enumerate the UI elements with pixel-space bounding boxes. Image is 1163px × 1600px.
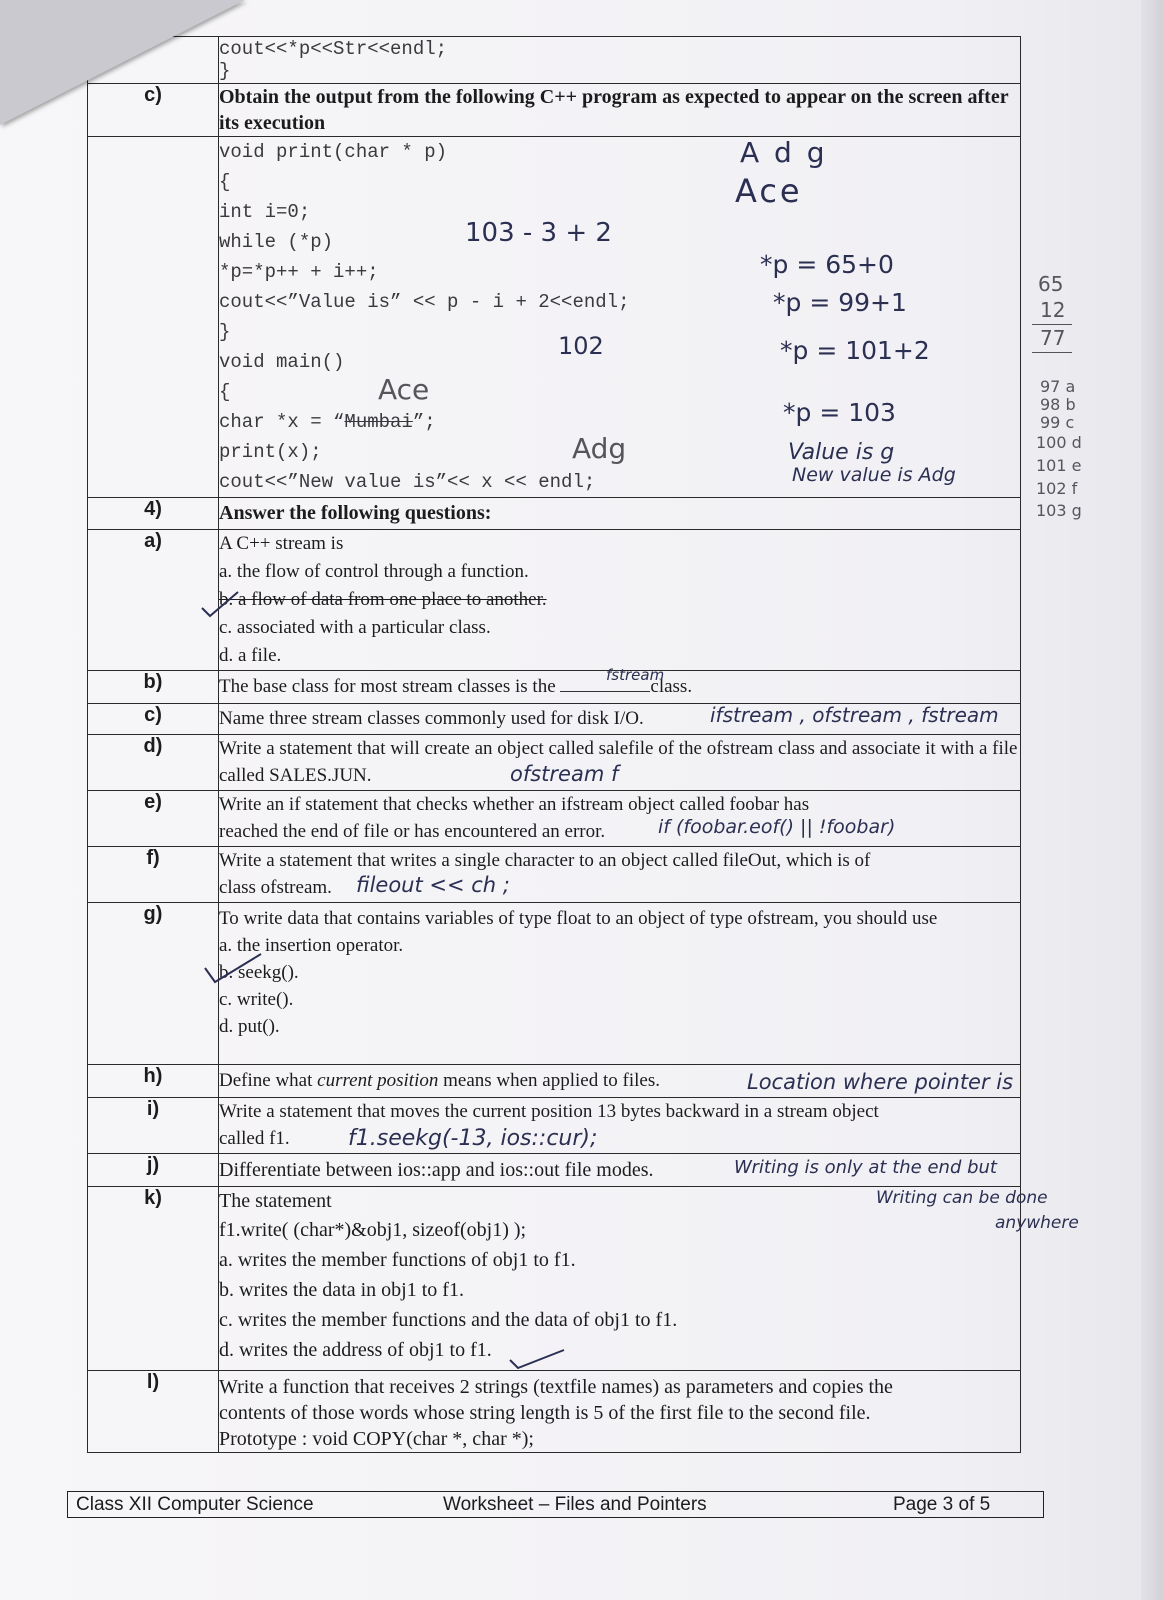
row-label: d) xyxy=(88,735,219,791)
row-label: l) xyxy=(88,1371,219,1453)
table-row xyxy=(88,671,1021,704)
row-label: e) xyxy=(88,791,219,847)
handwritten-note: 12 xyxy=(1040,298,1066,322)
question-text: Write a statement that moves the current position 13 bytes backward in a stream object xyxy=(219,1101,879,1122)
row-label: c) xyxy=(88,84,219,137)
handwritten-note: *p = 65+0 xyxy=(760,250,894,279)
handwritten-note: 103 - 3 + 2 xyxy=(465,218,612,248)
question-text: Answer the following questions: xyxy=(219,502,492,524)
handwritten-answer: ifstream , ofstream , fstream xyxy=(710,703,999,727)
handwritten-answer: Writing can be done xyxy=(876,1188,1048,1208)
sum-line xyxy=(1032,352,1072,353)
question-text: Write an if statement that checks whether an ifstream object called foobar has xyxy=(219,794,810,815)
row-label: c) xyxy=(88,704,219,735)
row-label: a) xyxy=(88,530,219,671)
check-mark-icon xyxy=(203,950,263,986)
option: d. writes the address of obj1 to f1. xyxy=(219,1339,492,1361)
option: b. writes the data in obj1 to f1. xyxy=(219,1279,464,1301)
question-text: Name three stream classes commonly used for disk I/O. xyxy=(219,708,644,729)
code-line: print(x); xyxy=(219,441,322,463)
table-row xyxy=(88,498,1021,530)
page-footer xyxy=(67,1491,1044,1518)
handwritten-note: 102 xyxy=(558,332,604,360)
option: a. writes the member functions of obj1 to f1. xyxy=(219,1249,576,1271)
code-line: cout<<”Value is” << p - i + 2<<endl; xyxy=(219,291,630,313)
handwritten-note: 100 d xyxy=(1036,433,1082,452)
option: c. writes the member functions and the data of obj1 to f1. xyxy=(219,1309,678,1331)
row-label: b) xyxy=(88,671,219,704)
footer-class: Class XII Computer Science xyxy=(76,1494,314,1515)
option: f1.write( (char*)&obj1, sizeof(obj1) ); xyxy=(219,1219,527,1241)
handwritten-note: 98 b xyxy=(1040,395,1076,414)
question-text: Write a statement that will create an object called salefile of the ofstream class and associate it with a file called SALES.JUN. xyxy=(219,738,1018,786)
question-text: class ofstream. xyxy=(219,877,332,898)
handwritten-note: *p = 101+2 xyxy=(780,336,930,365)
code-line: } xyxy=(219,60,231,82)
code-line: { xyxy=(219,171,231,193)
question-text: contents of those words whose string length is 5 of the first file to the second file. xyxy=(219,1402,871,1424)
option: b. seekg(). xyxy=(219,962,299,983)
option: b. a flow of data from one place to another. xyxy=(219,589,547,610)
question-text: Prototype : void COPY(char *, char *); xyxy=(219,1428,534,1450)
question-text: A C++ stream is xyxy=(219,533,344,554)
handwritten-note: 65 xyxy=(1038,272,1064,296)
handwritten-note: Adg xyxy=(572,432,627,465)
code-line: void main() xyxy=(219,351,345,373)
question-text: The base class for most stream classes is the class. xyxy=(219,671,1020,703)
question-table xyxy=(87,36,1021,1453)
handwritten-note: 102 f xyxy=(1036,479,1078,498)
option: c. associated with a particular class. xyxy=(219,617,491,638)
footer-title: Worksheet – Files and Pointers xyxy=(443,1494,707,1515)
option: a. the flow of control through a function. xyxy=(219,561,529,582)
question-text: Obtain the output from the following C++ program as expected to appear on the screen after its execution xyxy=(219,86,1009,134)
row-label: i) xyxy=(88,1098,219,1154)
row-label: j) xyxy=(88,1154,219,1187)
page-edge-shadow xyxy=(1141,0,1163,1600)
code-line: int i=0; xyxy=(219,201,311,223)
row-label: k) xyxy=(88,1187,219,1371)
handwritten-answer: anywhere xyxy=(995,1213,1079,1233)
code-line: char *x = “Mumbai”; xyxy=(219,411,436,433)
question-text: Define what current position means when applied to files. xyxy=(219,1070,660,1091)
question-text: Write a statement that writes a single character to an object called fileOut, which is of xyxy=(219,850,871,871)
check-mark-icon xyxy=(200,590,240,620)
question-text: reached the end of file or has encountered an error. xyxy=(219,821,606,842)
code-line: *p=*p++ + i++; xyxy=(219,261,379,283)
handwritten-note: *p = 99+1 xyxy=(773,288,907,317)
handwritten-note: Ace xyxy=(378,373,430,406)
handwritten-answer: f1.seekg(-13, ios::cur); xyxy=(348,1126,598,1151)
handwritten-note: 99 c xyxy=(1040,413,1075,432)
code-line: cout<<*p<<Str<<endl; xyxy=(219,38,448,60)
code-line: cout<<”New value is”<< x << endl; xyxy=(219,471,596,493)
code-line: } xyxy=(219,321,231,343)
table-row xyxy=(88,1187,1021,1371)
option: d. a file. xyxy=(219,645,282,666)
row-label: f) xyxy=(88,847,219,903)
question-text: Differentiate between ios::app and ios::out file modes. xyxy=(219,1159,654,1181)
handwritten-note: A d g xyxy=(740,136,828,169)
code-line: while (*p) xyxy=(219,231,334,253)
handwritten-note: 103 g xyxy=(1036,501,1082,520)
check-mark-icon xyxy=(508,1346,568,1370)
option: d. put(). xyxy=(219,1016,280,1037)
option: c. write(). xyxy=(219,989,294,1010)
handwritten-answer: if (foobar.eof() || !foobar) xyxy=(658,816,896,838)
handwritten-note: Value is g xyxy=(788,440,895,465)
folded-corner xyxy=(0,0,245,125)
handwritten-answer: ofstream f xyxy=(510,762,619,786)
handwritten-answer: fileout << ch ; xyxy=(356,873,510,897)
footer-page-number: Page 3 of 5 xyxy=(893,1494,991,1515)
handwritten-answer: Writing is only at the end but xyxy=(734,1157,997,1178)
sum-line xyxy=(1032,324,1072,325)
question-text: Write a function that receives 2 strings (textfile names) as parameters and copies the xyxy=(219,1376,893,1398)
row-label: 4) xyxy=(88,498,219,530)
row-label: h) xyxy=(88,1065,219,1098)
question-text: To write data that contains variables of type float to an object of type ofstream, you should use xyxy=(219,908,938,929)
struck-text: Mumbai xyxy=(344,411,413,433)
option: a. the insertion operator. xyxy=(219,935,404,956)
handwritten-note: Ace xyxy=(735,172,803,210)
handwritten-note: New value is Adg xyxy=(792,464,956,486)
question-text: called f1. xyxy=(219,1128,290,1149)
handwritten-note: *p = 103 xyxy=(783,398,896,427)
handwritten-note: 101 e xyxy=(1036,456,1082,475)
table-row xyxy=(88,1371,1021,1453)
row-label: g) xyxy=(88,903,219,1065)
handwritten-answer: Location where pointer is xyxy=(747,1070,1014,1094)
question-text: The statement xyxy=(219,1190,332,1212)
handwritten-note: 77 xyxy=(1040,326,1066,350)
code-line: { xyxy=(219,381,231,403)
handwritten-note: 97 a xyxy=(1040,377,1076,396)
code-line: void print(char * p) xyxy=(219,141,448,163)
handwritten-answer: fstream xyxy=(606,666,665,684)
table-row xyxy=(88,847,1021,903)
